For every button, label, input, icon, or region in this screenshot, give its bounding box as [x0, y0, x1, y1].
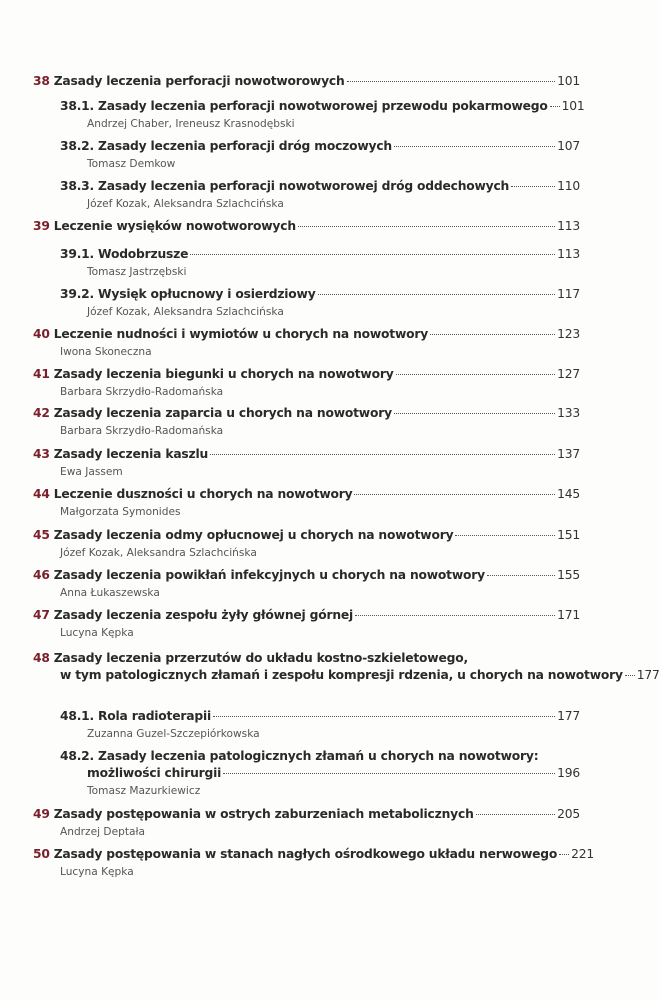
page-number: 117 [557, 287, 580, 301]
entry-title-line [60, 139, 580, 153]
entry-number: 40 [33, 327, 50, 341]
entry-number: 48.1. [60, 709, 95, 723]
entry-title-continued: w tym patologicznych złamań i zespołu kompresji rdzenia, u chorych na nowotwory [60, 668, 623, 682]
page-number: 205 [557, 807, 580, 821]
entry-title-line [33, 367, 580, 381]
dot-leader [347, 81, 556, 82]
entry-authors: Józef Kozak, Aleksandra Szlachcińska [60, 547, 257, 559]
dot-leader [298, 226, 555, 227]
page-number: 113 [557, 247, 580, 261]
page-number: 123 [557, 327, 580, 341]
entry-authors: Józef Kozak, Aleksandra Szlachcińska [87, 198, 284, 210]
dot-leader [430, 334, 555, 335]
entry-number: 38.2. [60, 139, 95, 153]
dot-leader [394, 413, 555, 414]
entry-number: 38 [33, 74, 50, 88]
entry-authors: Barbara Skrzydło-Radomańska [60, 386, 224, 398]
entry-title: Zasady leczenia perforacji nowotworowych [53, 74, 345, 88]
entry-title-line [33, 807, 580, 821]
page-number: 133 [557, 406, 580, 420]
dot-leader [511, 186, 555, 187]
entry-title-line [60, 668, 660, 682]
entry-title: Zasady leczenia powikłań infekcyjnych u chorych na nowotwory [53, 568, 485, 582]
dot-leader [396, 374, 556, 375]
entry-title-line [33, 219, 580, 233]
page-number: 127 [557, 367, 580, 381]
dot-leader [318, 294, 556, 295]
entry-authors: Zuzanna Guzel-Szczepiórkowska [87, 728, 260, 740]
entry-number: 45 [33, 528, 50, 542]
entry-title-continued: możliwości chirurgii [87, 766, 222, 780]
entry-authors: Anna Łukaszewska [60, 587, 160, 599]
entry-title-line [33, 327, 580, 341]
entry-authors: Tomasz Demkow [87, 158, 176, 170]
page-number: 177 [636, 668, 660, 682]
entry-title: Zasady leczenia biegunki u chorych na nowotwory [53, 367, 394, 381]
entry-title-line [60, 709, 580, 723]
dot-leader [394, 146, 555, 147]
dot-leader [625, 675, 635, 676]
entry-authors: Andrzej Deptała [60, 826, 145, 838]
entry-title: Zasady leczenia kaszlu [53, 447, 209, 461]
entry-number: 39.1. [60, 247, 95, 261]
entry-number: 42 [33, 406, 50, 420]
entry-authors: Tomasz Jastrzębski [87, 266, 187, 278]
dot-leader [455, 535, 555, 536]
page-number: 196 [557, 766, 580, 780]
entry-title-line [33, 487, 580, 501]
dot-leader [190, 254, 555, 255]
page-number: 107 [557, 139, 580, 153]
page-number: 151 [557, 528, 580, 542]
entry-title: Leczenie wysięków nowotworowych [53, 219, 296, 233]
entry-title: Wodobrzusze [98, 247, 189, 261]
page-number: 177 [557, 709, 580, 723]
entry-title: Rola radioterapii [98, 709, 211, 723]
entry-title: Zasady postępowania w ostrych zaburzeniach metabolicznych [53, 807, 474, 821]
dot-leader [476, 814, 556, 815]
entry-title: Leczenie nudności i wymiotów u chorych na nowotwory [53, 327, 429, 341]
entry-number: 38.1. [60, 99, 95, 113]
page-number: 221 [571, 847, 595, 861]
entry-title-line [33, 651, 468, 665]
page-number: 171 [557, 608, 580, 622]
dot-leader [210, 454, 555, 455]
entry-title-line [33, 406, 580, 420]
entry-number: 39 [33, 219, 50, 233]
page-number: 101 [557, 74, 580, 88]
entry-title-line [60, 247, 580, 261]
entry-authors: Iwona Skoneczna [60, 346, 152, 358]
page-number: 113 [557, 219, 580, 233]
entry-title: Zasady postępowania w stanach nagłych ośrodkowego układu nerwowego [53, 847, 558, 861]
entry-title: Wysięk opłucnowy i osierdziowy [98, 287, 316, 301]
page-number: 137 [557, 447, 580, 461]
entry-title: Zasady leczenia zaparcia u chorych na nowotwory [53, 406, 392, 420]
entry-authors: Małgorzata Symonides [60, 506, 181, 518]
entry-title: Zasady leczenia perforacji nowotworowej dróg oddechowych [98, 179, 510, 193]
entry-title: Leczenie duszności u chorych na nowotwory [53, 487, 353, 501]
entry-number: 48.2. [60, 749, 95, 763]
entry-title-line [33, 447, 580, 461]
entry-authors: Lucyna Kępka [60, 627, 134, 639]
entry-title-line [60, 287, 580, 301]
page-number: 110 [557, 179, 580, 193]
entry-number: 47 [33, 608, 50, 622]
entry-number: 38.3. [60, 179, 95, 193]
entry-authors: Andrzej Chaber, Ireneusz Krasnodębski [87, 118, 295, 130]
entry-title-line [33, 528, 580, 542]
dot-leader [223, 773, 555, 774]
entry-number: 41 [33, 367, 50, 381]
entry-number: 46 [33, 568, 50, 582]
dot-leader [354, 494, 555, 495]
entry-authors: Ewa Jassem [60, 466, 123, 478]
entry-title-line [87, 766, 580, 780]
page-number: 155 [557, 568, 580, 582]
entry-authors: Józef Kozak, Aleksandra Szlachcińska [87, 306, 284, 318]
entry-number: 50 [33, 847, 50, 861]
entry-title-line [60, 99, 585, 113]
entry-number: 43 [33, 447, 50, 461]
entry-authors: Tomasz Mazurkiewicz [87, 785, 201, 797]
entry-title-line [33, 847, 595, 861]
entry-title: Zasady leczenia perforacji dróg moczowych [98, 139, 392, 153]
entry-number: 39.2. [60, 287, 95, 301]
dot-leader [487, 575, 555, 576]
entry-title: Zasady leczenia zespołu żyły głównej górnej [53, 608, 354, 622]
entry-number: 49 [33, 807, 50, 821]
entry-title: Zasady leczenia przerzutów do układu kostno-szkieletowego, [53, 651, 468, 665]
entry-title-line [60, 179, 580, 193]
entry-title: Zasady leczenia perforacji nowotworowej przewodu pokarmowego [98, 99, 548, 113]
dot-leader [559, 854, 569, 855]
dot-leader [355, 615, 555, 616]
entry-authors: Lucyna Kępka [60, 866, 134, 878]
entry-title-line [33, 608, 580, 622]
entry-authors: Barbara Skrzydło-Radomańska [60, 425, 224, 437]
entry-number: 48 [33, 651, 50, 665]
entry-title: Zasady leczenia odmy opłucnowej u chorych na nowotwory [53, 528, 454, 542]
dot-leader [213, 716, 555, 717]
entry-number: 44 [33, 487, 50, 501]
entry-title-line [60, 749, 538, 763]
dot-leader [550, 106, 560, 107]
page-number: 101 [561, 99, 585, 113]
entry-title: Zasady leczenia patologicznych złamań u chorych na nowotwory: [98, 749, 539, 763]
entry-title-line [33, 74, 580, 88]
entry-title-line [33, 568, 580, 582]
page-number: 145 [557, 487, 580, 501]
